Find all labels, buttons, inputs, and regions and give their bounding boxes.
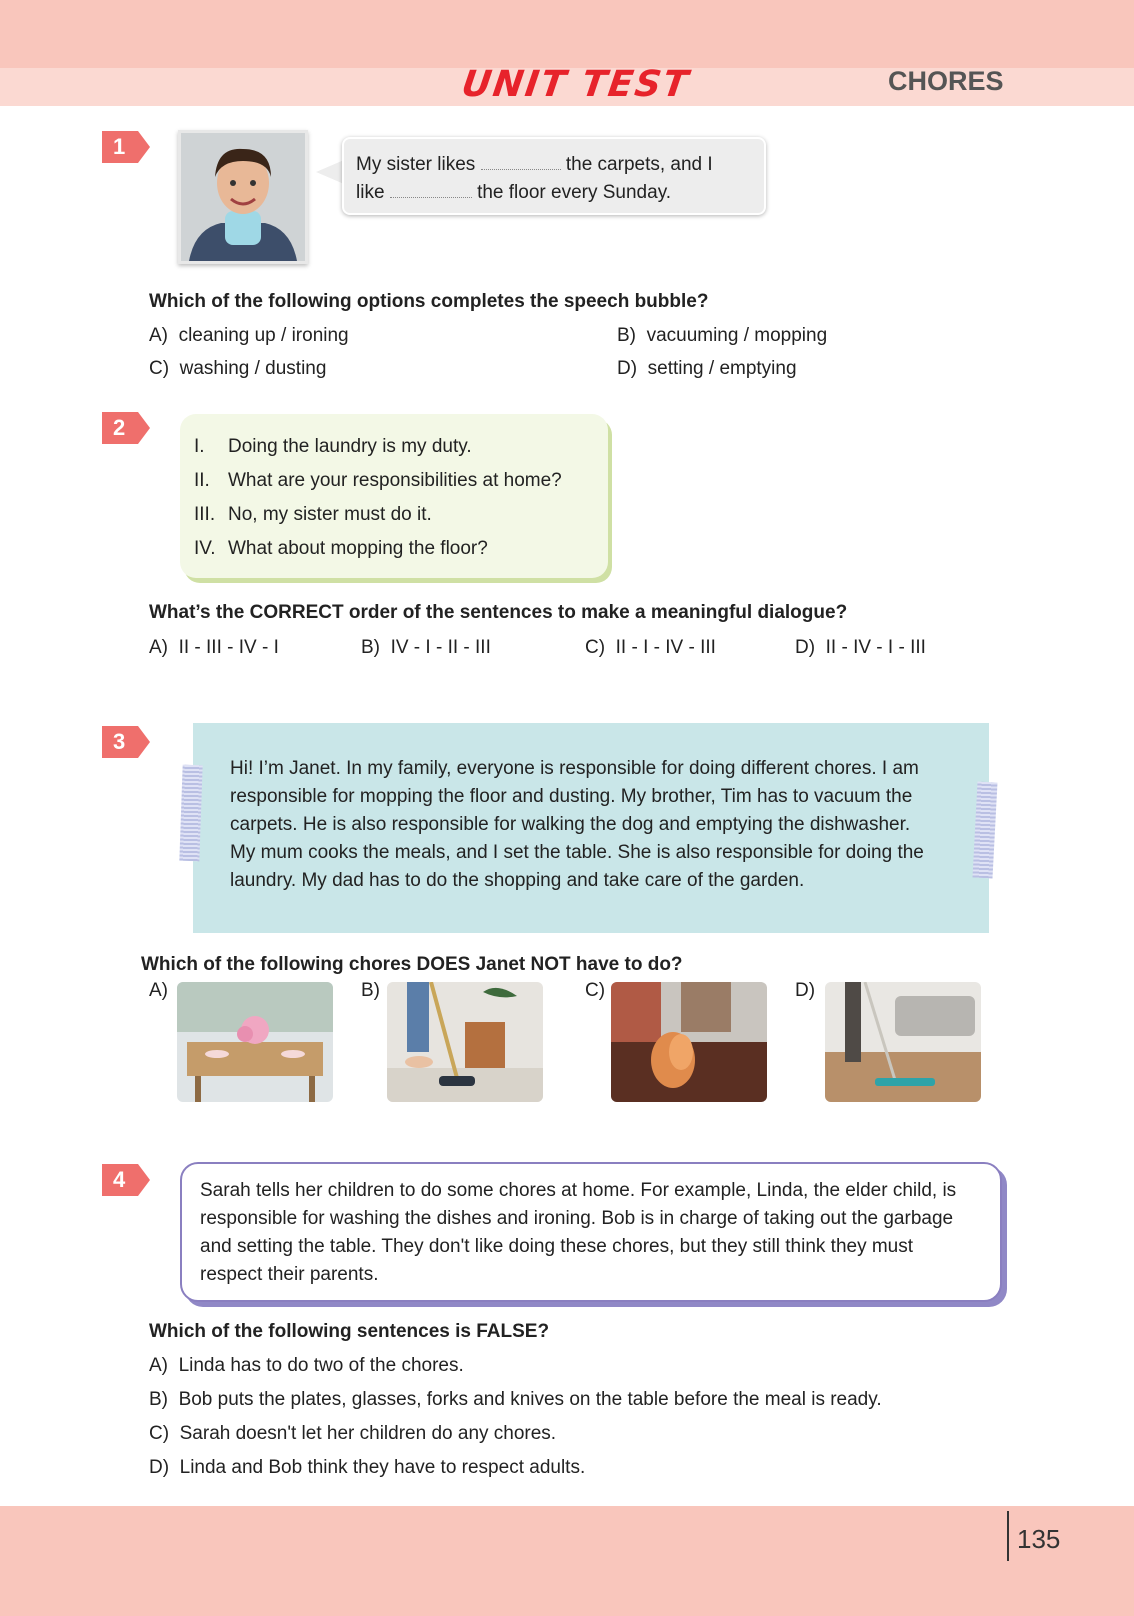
speech-bubble-tail	[316, 160, 344, 184]
question-4-prompt: Which of the following sentences is FALSE?	[149, 1321, 550, 1342]
question-1-prompt: Which of the following options completes the speech bubble?	[149, 291, 709, 312]
sentence-i: I. Doing the laundry is my duty.	[194, 436, 472, 457]
tape-left	[179, 765, 202, 862]
sentence-iv: IV. What about mopping the floor?	[194, 538, 488, 559]
footer-band	[0, 1506, 1134, 1616]
option-3b-label[interactable]: B)	[361, 980, 380, 1001]
question-number-3: 3	[102, 726, 138, 758]
bubble-text-part3: like	[356, 182, 385, 203]
janet-line-4: My mum cooks the meals, and I set the table. She is also responsible for doing the	[230, 842, 924, 863]
option-4c[interactable]: C) Sarah doesn't let her children do any chores.	[149, 1423, 557, 1444]
sentence-iii: III. No, my sister must do it.	[194, 504, 432, 525]
question-3-prompt: Which of the following chores DOES Janet NOT have to do?	[141, 954, 683, 975]
sarah-line-3: and setting the table. They don't like doing these chores, but they still think they must	[200, 1236, 914, 1257]
option-1b[interactable]: B) vacuuming / mopping	[617, 325, 828, 346]
janet-paragraph	[230, 755, 960, 895]
vacuuming-photo[interactable]	[387, 982, 543, 1102]
sarah-line-4: respect their parents.	[200, 1264, 379, 1285]
option-2a[interactable]: A) II - III - IV - I	[149, 637, 279, 658]
sarah-paragraph	[200, 1177, 985, 1289]
bubble-line-1	[356, 153, 713, 176]
blank-1	[481, 153, 561, 170]
sentence-ii: II. What are your responsibilities at home?	[194, 470, 562, 491]
janet-line-3: carpets. He is also responsible for walking the dog and emptying the dishwasher.	[230, 814, 911, 835]
option-4d[interactable]: D) Linda and Bob think they have to respect adults.	[149, 1457, 586, 1478]
question-number-1: 1	[102, 131, 138, 163]
question-number-2: 2	[102, 412, 138, 444]
option-2c[interactable]: C) II - I - IV - III	[585, 637, 716, 658]
option-4a[interactable]: A) Linda has to do two of the chores.	[149, 1355, 464, 1376]
set-table-photo[interactable]	[177, 982, 333, 1102]
boy-portrait-icon	[181, 133, 305, 261]
page-number: 135	[1017, 1524, 1061, 1554]
tape-right	[973, 782, 998, 879]
boy-photo	[178, 130, 308, 264]
option-3a-label[interactable]: A)	[149, 980, 168, 1001]
question-number-4: 4	[102, 1164, 138, 1196]
janet-line-5: laundry. My dad has to do the shopping and take care of the garden.	[230, 870, 805, 891]
janet-line-1: Hi! I’m Janet. In my family, everyone is responsible for doing different chores. I am	[230, 758, 919, 779]
janet-line-2: responsible for mopping the floor and dusting. My brother, Tim has to vacuum the	[230, 786, 913, 807]
option-1d[interactable]: D) setting / emptying	[617, 358, 797, 379]
option-3d-label[interactable]: D)	[795, 980, 816, 1001]
unit-test-title: UNIT TEST	[459, 64, 693, 105]
option-4b[interactable]: B) Bob puts the plates, glasses, forks and knives on the table before the meal is ready.	[149, 1389, 882, 1410]
bubble-text-part4: the floor every Sunday.	[477, 182, 672, 203]
topic-title: CHORES	[888, 66, 1004, 96]
option-2d[interactable]: D) II - IV - I - III	[795, 637, 926, 658]
option-3c-label[interactable]: C)	[585, 980, 606, 1001]
question-2-prompt: What’s the CORRECT order of the sentences to make a meaningful dialogue?	[149, 602, 848, 623]
bubble-text-part2: the carpets, and I	[565, 154, 713, 175]
page-number-divider	[1007, 1511, 1009, 1561]
option-1a[interactable]: A) cleaning up / ironing	[149, 325, 349, 346]
sarah-line-1: Sarah tells her children to do some chores at home. For example, Linda, the elder child, is	[200, 1180, 957, 1201]
blank-2	[390, 181, 472, 198]
mopping-photo[interactable]	[825, 982, 981, 1102]
dusting-photo[interactable]	[611, 982, 767, 1102]
bubble-text-part1: My sister likes	[356, 154, 476, 175]
option-1c[interactable]: C) washing / dusting	[149, 358, 327, 379]
option-2b[interactable]: B) IV - I - II - III	[361, 637, 491, 658]
sarah-line-2: responsible for washing the dishes and ironing. Bob is in charge of taking out the garbage	[200, 1208, 954, 1229]
bubble-line-2	[356, 181, 671, 204]
